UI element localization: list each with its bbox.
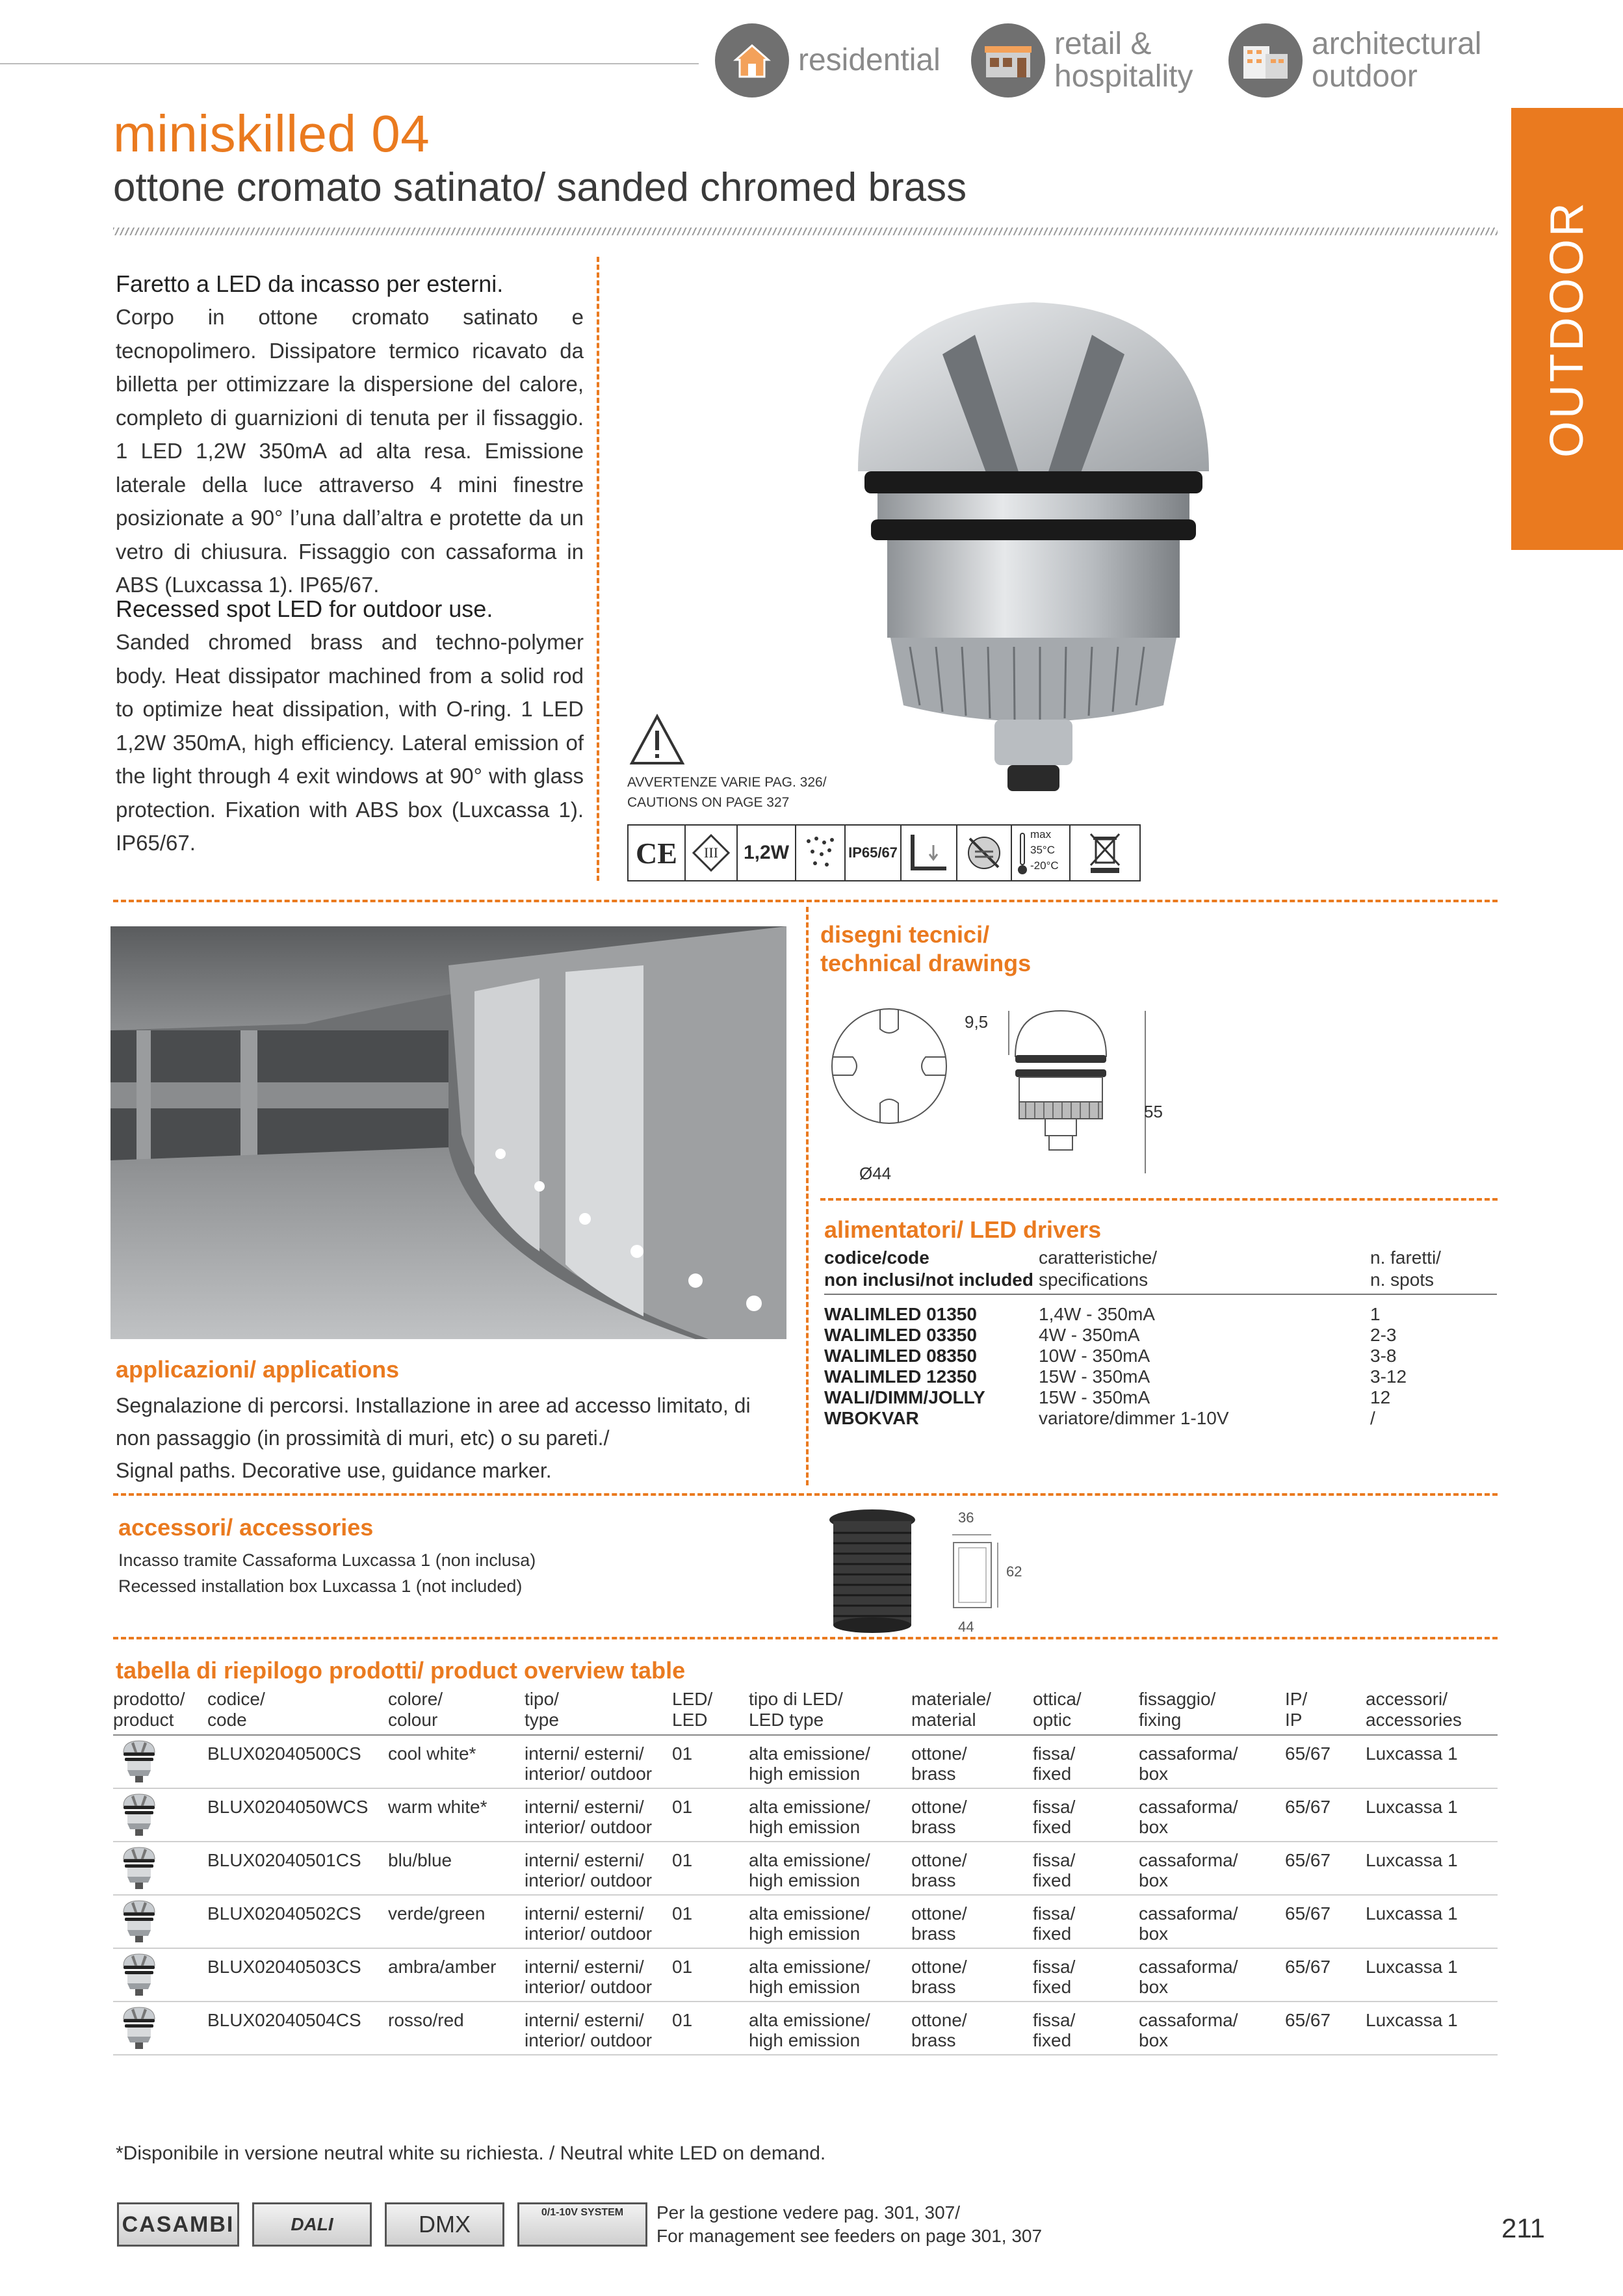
cell-fix1: cassaforma/ [1139,1743,1238,1764]
cell-ip: 65/67 [1285,1948,1366,2002]
dim-top-label: 9,5 [965,1012,989,1032]
table-row: WALIMLED 03350 4W - 350mA 2-3 [824,1325,1397,1345]
column-divider [597,257,599,881]
cell-acc: Luxcassa 1 [1366,1788,1498,1842]
cell-led: 01 [672,1948,749,2002]
walk-over-icon [902,826,957,880]
class-iii-icon: III [686,826,738,880]
segment-architectural[interactable] [1228,23,1481,98]
cell-opt1: fissa/ [1033,1850,1076,1870]
cell-opt1: fissa/ [1033,1903,1076,1924]
temp-max-label: max [1030,828,1052,841]
table-row: WBOKVAR variatore/dimmer 1-10V / [824,1408,1375,1428]
accessories-title: accessori/ accessories [118,1514,374,1541]
segment-retail[interactable] [971,23,1193,98]
cell-mat1: ottone/ [911,1850,967,1870]
cell-colour: verde/green [388,1895,525,1948]
power-rating: 1,2W [738,826,796,880]
cell-colour: warm white* [388,1788,525,1842]
cell-ledtype2: high emission [749,1977,861,1997]
cell-type1: interni/ esterni/ [525,1957,644,1977]
description-body-en: Sanded chromed brass and techno-polymer body. Heat dissipator machined from a solid rod to optimize heat dissipation, with O-ring. 1 LED 1,2W 350mA, high efficiency. Lateral emission of the light through 4 exit windows at 90° with glass protection. Fixation with ABS box (Luxcassa 1). IP65/67. [116,630,584,855]
drawings-section [820,920,1031,978]
cell-fix1: cassaforma/ [1139,1957,1238,1977]
cell-fix1: cassaforma/ [1139,1850,1238,1870]
cell-type2: interior/ outdoor [525,1764,653,1784]
cell-type1: interni/ esterni/ [525,1797,644,1817]
cell-mat2: brass [911,1924,956,1944]
cell-mat2: brass [911,2030,956,2050]
cell-code: BLUX02040501CS [207,1842,388,1895]
cell-opt1: fissa/ [1033,1957,1076,1977]
cell-ledtype2: high emission [749,1924,861,1944]
product-subtitle: ottone cromato satinato/ sanded chromed brass [113,165,967,210]
outdoor-tab [1511,108,1623,550]
product-thumbnail [113,1895,207,1948]
luxcassa-drawing [946,1531,1004,1615]
cell-opt2: fixed [1033,1870,1072,1890]
cell-fix2: box [1139,1924,1169,1944]
segment-label: residential [798,43,941,77]
product-thumbnail [113,1948,207,2002]
cell-mat2: brass [911,1764,956,1784]
cell-code: BLUX02040500CS [207,1735,388,1788]
drivers-header-spots: n. faretti/ n. spots [1370,1247,1497,1294]
applications-text-en: Signal paths. Decorative use, guidance marker. [116,1459,552,1482]
ip-rating: IP65/67 [846,826,902,880]
accessories-line-2: Recessed installation box Luxcassa 1 (not included) [118,1576,523,1596]
cell-type1: interni/ esterni/ [525,2010,644,2030]
cell-mat2: brass [911,1817,956,1837]
cell-mat1: ottone/ [911,1743,967,1764]
cell-code: BLUX0204050WCS [207,1788,388,1842]
product-thumbnail [113,1788,207,1842]
cell-opt2: fixed [1033,1764,1072,1784]
cell-mat1: ottone/ [911,1903,967,1924]
table-row: WALIMLED 01350 1,4W - 350mA 1 [824,1304,1381,1324]
product-title: miniskilled 04 [113,105,430,163]
description-heading-it: Faretto a LED da incasso per esterni. [116,270,504,297]
header-rule [0,63,699,64]
cell-fix2: box [1139,2030,1169,2050]
cell-opt1: fissa/ [1033,1743,1076,1764]
warning-text [627,772,827,813]
cell-type2: interior/ outdoor [525,2030,653,2050]
description-english [116,593,584,860]
drivers-table [824,1247,1497,1429]
cell-code: BLUX02040502CS [207,1895,388,1948]
cell-opt2: fixed [1033,1977,1072,1997]
product-photo [825,257,1228,796]
dim-diameter-label: Ø44 [859,1164,892,1183]
cell-ledtype2: high emission [749,2030,861,2050]
section-divider-drivers [820,1198,1498,1201]
cell-type2: interior/ outdoor [525,1870,653,1890]
col-led: LED/ LED [672,1689,749,1735]
cell-type1: interni/ esterni/ [525,1743,644,1764]
dim-height-label: 55 [1144,1102,1163,1121]
outdoor-tab-label: OUTDOOR [1541,200,1593,458]
table-row [113,2002,1498,2055]
cell-ledtype2: high emission [749,1870,861,1890]
cell-led: 01 [672,1735,749,1788]
cell-fix1: cassaforma/ [1139,2010,1238,2030]
cell-code: BLUX02040503CS [207,1948,388,2002]
cell-ip: 65/67 [1285,1735,1366,1788]
table-row [113,1842,1498,1895]
table-row [113,1735,1498,1788]
cell-mat2: brass [911,1870,956,1890]
cell-led: 01 [672,2002,749,2055]
hatch-divider [113,228,1498,235]
cell-ledtype1: alta emissione/ [749,1797,870,1817]
product-overview-table [113,1689,1498,2055]
luxcassa-box-image [820,1507,924,1637]
cell-ledtype1: alta emissione/ [749,2010,870,2030]
cell-acc: Luxcassa 1 [1366,1842,1498,1895]
shop-icon [971,23,1045,98]
cell-fix2: box [1139,1817,1169,1837]
drivers-header-code: codice/code non inclusi/not included [824,1247,1039,1294]
overview-title: tabella di riepilogo prodotti/ product overview table [116,1657,686,1684]
cell-fix1: cassaforma/ [1139,1903,1238,1924]
table-row [113,1948,1498,2002]
drivers-title: alimentatori/ LED drivers [824,1216,1102,1243]
warning-line-1: AVVERTENZE VARIE PAG. 326/ [627,775,827,790]
col-fixing: fissaggio/ fixing [1139,1689,1285,1735]
control-logos [117,2202,647,2247]
cell-mat1: ottone/ [911,1797,967,1817]
col-colour: colore/ colour [388,1689,525,1735]
section-divider-1 [113,900,1498,902]
cell-opt2: fixed [1033,1924,1072,1944]
cell-ledtype1: alta emissione/ [749,1957,870,1977]
cell-opt1: fissa/ [1033,2010,1076,2030]
cell-ip: 65/67 [1285,2002,1366,2055]
col-optic: ottica/ optic [1033,1689,1139,1735]
cell-mat2: brass [911,1977,956,1997]
cell-opt2: fixed [1033,2030,1072,2050]
management-note-it: Per la gestione vedere pag. 301, 307/ [656,2202,961,2223]
cell-fix1: cassaforma/ [1139,1797,1238,1817]
cell-type1: interni/ esterni/ [525,1903,644,1924]
box-dim-top: 36 [958,1509,974,1526]
applications-section [116,1355,779,1487]
cell-led: 01 [672,1895,749,1948]
dali-logo: DALI [252,2202,372,2247]
column-divider-2 [806,907,809,1485]
section-divider-3 [113,1637,1498,1639]
product-thumbnail [113,2002,207,2055]
overview-header-row [113,1689,1498,1735]
cell-code: BLUX02040504CS [207,2002,388,2055]
cell-colour: ambra/amber [388,1948,525,2002]
ce-mark-icon: CE [629,826,686,880]
table-row: WALIMLED 08350 10W - 350mA 3-8 [824,1346,1397,1366]
cell-led: 01 [672,1788,749,1842]
cell-opt2: fixed [1033,1817,1072,1837]
cell-type1: interni/ esterni/ [525,1850,644,1870]
weee-bin-icon [1071,826,1139,880]
warning-icon [629,714,685,766]
cell-colour: rosso/red [388,2002,525,2055]
temp-low: -20°C [1030,859,1059,872]
glow-wire-icon [796,826,846,880]
cell-fix2: box [1139,1870,1169,1890]
cell-ip: 65/67 [1285,1842,1366,1895]
cell-type2: interior/ outdoor [525,1977,653,1997]
cell-mat1: ottone/ [911,2010,967,2030]
drivers-header-specs: caratteristiche/ specifications [1039,1247,1370,1294]
description-italian [116,268,584,602]
casambi-logo: CASAMBI [117,2202,239,2247]
table-row: WALIMLED 12350 15W - 350mA 3-12 [824,1366,1407,1387]
segment-label: retail & hospitality [1054,27,1193,94]
col-type: tipo/ type [525,1689,672,1735]
accessories-line-1: Incasso tramite Cassaforma Luxcassa 1 (non inclusa) [118,1550,536,1570]
table-row [113,1788,1498,1842]
box-dim-bottom: 44 [958,1619,974,1635]
cell-colour: blu/blue [388,1842,525,1895]
box-dim-side: 62 [1006,1563,1022,1580]
cell-acc: Luxcassa 1 [1366,1895,1498,1948]
col-accessories: accessori/ accessories [1366,1689,1498,1735]
cell-ledtype2: high emission [749,1817,861,1837]
cell-opt1: fissa/ [1033,1797,1076,1817]
cell-acc: Luxcassa 1 [1366,2002,1498,2055]
description-body-it: Corpo in ottone cromato satinato e tecnopolimero. Dissipatore termico ricavato da billetta per ottimizzare la dispersione del calore, completo di guarnizioni di tenuta per il fissaggio. 1 LED 1,2W 350mA ad alta resa. Emissione laterale della luce attraverso 4 mini finestre posizionate a 90° l’una dall’altra e protette da un vetro di chiusura. Fissaggio con cassaforma in ABS (Luxcassa 1). IP65/67. [116,305,584,597]
description-heading-en: Recessed spot LED for outdoor use. [116,595,493,622]
building-icon [1228,23,1303,98]
cell-fix2: box [1139,1764,1169,1784]
footnote: *Disponibile in versione neutral white su richiesta. / Neutral white LED on demand. [116,2143,826,2164]
application-photo [110,926,786,1339]
temperature-range-icon [1012,826,1071,880]
cell-ip: 65/67 [1285,1895,1366,1948]
no-insulation-icon [957,826,1012,880]
dmx-logo: DMX [385,2202,504,2247]
col-product: prodotto/ product [113,1689,207,1735]
table-row [113,1895,1498,1948]
page-number: 211 [1501,2213,1545,2243]
management-note-en: For management see feeders on page 301, 307 [656,2226,1043,2246]
house-icon [715,23,789,98]
cell-acc: Luxcassa 1 [1366,1735,1498,1788]
temp-high: 35°C [1030,844,1055,856]
spec-icon-strip [627,824,1141,881]
management-note [656,2201,1042,2248]
col-led-type: tipo di LED/ LED type [749,1689,911,1735]
cell-ip: 65/67 [1285,1788,1366,1842]
zero-ten-volt-logo: 0/1-10V SYSTEM [517,2202,647,2247]
segment-residential[interactable] [715,23,941,98]
cell-fix2: box [1139,1977,1169,1997]
applications-text-it: Segnalazione di percorsi. Installazione in aree ad accesso limitato, di non passaggio (in prossimità di muri, etc) o su pareti./ [116,1394,751,1450]
product-thumbnail [113,1842,207,1895]
drawings-title-en: technical drawings [820,950,1032,976]
cell-led: 01 [672,1842,749,1895]
warning-line-2: CAUTIONS ON PAGE 327 [627,795,790,810]
col-ip: IP/ IP [1285,1689,1366,1735]
cell-ledtype1: alta emissione/ [749,1903,870,1924]
cell-type2: interior/ outdoor [525,1817,653,1837]
cell-ledtype2: high emission [749,1764,861,1784]
section-divider-2 [113,1493,1498,1496]
cell-mat1: ottone/ [911,1957,967,1977]
col-material: materiale/ material [911,1689,1033,1735]
drawings-title-it: disegni tecnici/ [820,921,990,948]
table-row: WALI/DIMM/JOLLY 15W - 350mA 12 [824,1387,1391,1407]
cell-type2: interior/ outdoor [525,1924,653,1944]
product-thumbnail [113,1735,207,1788]
cell-acc: Luxcassa 1 [1366,1948,1498,2002]
accessories-section [118,1513,536,1599]
cell-ledtype1: alta emissione/ [749,1743,870,1764]
applications-title: applicazioni/ applications [116,1356,400,1383]
cell-colour: cool white* [388,1735,525,1788]
segment-label: architectural outdoor [1312,27,1482,94]
col-code: codice/ code [207,1689,388,1735]
cell-ledtype1: alta emissione/ [749,1850,870,1870]
